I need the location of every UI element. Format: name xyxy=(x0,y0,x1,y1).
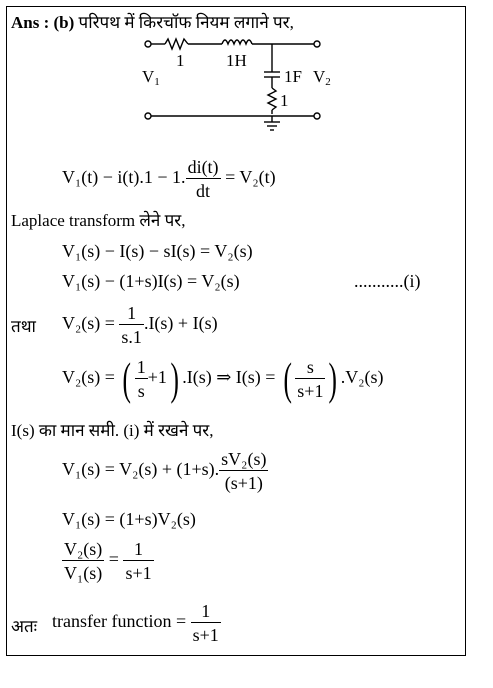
answer-label: Ans : (b) xyxy=(11,13,75,32)
v1-label: $V_1$ xyxy=(142,67,160,88)
v2-label: $V_2$ xyxy=(313,67,331,88)
intro-text: परिपथ में किरचॉफ नियम लगाने पर, xyxy=(78,13,294,32)
kvl-equation: V₁(t) − i(t).1 − 1. $\frac{di(t)}{dt}$ = V₂(t) xyxy=(62,157,276,201)
equation-4: V₂(s) = ( $\frac{1}{s}$ +1) .I(s) ⇒ I(s) = ( $\frac{s}{s+1}$ ) .V₂(s) xyxy=(62,353,384,405)
equation-5: V₁(s) = V₂(s) + (1+s). $\frac{\text{sV₂(s)}}{(s+1)}$ xyxy=(62,449,267,493)
final-equation: transfer function = $\frac{1}{s+1}$ xyxy=(52,601,219,645)
tatha-label: तथा xyxy=(11,317,36,336)
r1-label: 1 xyxy=(176,51,185,70)
equation-2: V₁(s) − (1+s)I(s) = V₂(s) xyxy=(62,271,240,291)
equation-6: V₁(s) = (1+s)V₂(s) xyxy=(62,509,196,529)
laplace-line: Laplace transform लेने पर, xyxy=(11,211,186,230)
final-prefix: अतः xyxy=(11,617,38,636)
equation-3: V₂(s) = $\frac{1}{s.1}$ .I(s) + I(s) xyxy=(62,303,218,347)
capacitor-label: 1F xyxy=(284,67,302,86)
r2-label: 1 xyxy=(280,91,289,110)
inductor-label: 1H xyxy=(226,51,247,70)
equation-7: $\frac{\text{V₂(s)}}{\text{V₁(s)}}$ = $\frac{1}{s+1}$ xyxy=(64,539,152,583)
substitution-line: I(s) का मान समी. (i) में रखने पर, xyxy=(11,421,214,440)
equation-2-tag: ...........(i) xyxy=(354,271,421,291)
answer-header xyxy=(11,14,294,31)
equation-1: V₁(s) − I(s) − sI(s) = V₂(s) xyxy=(62,241,253,261)
